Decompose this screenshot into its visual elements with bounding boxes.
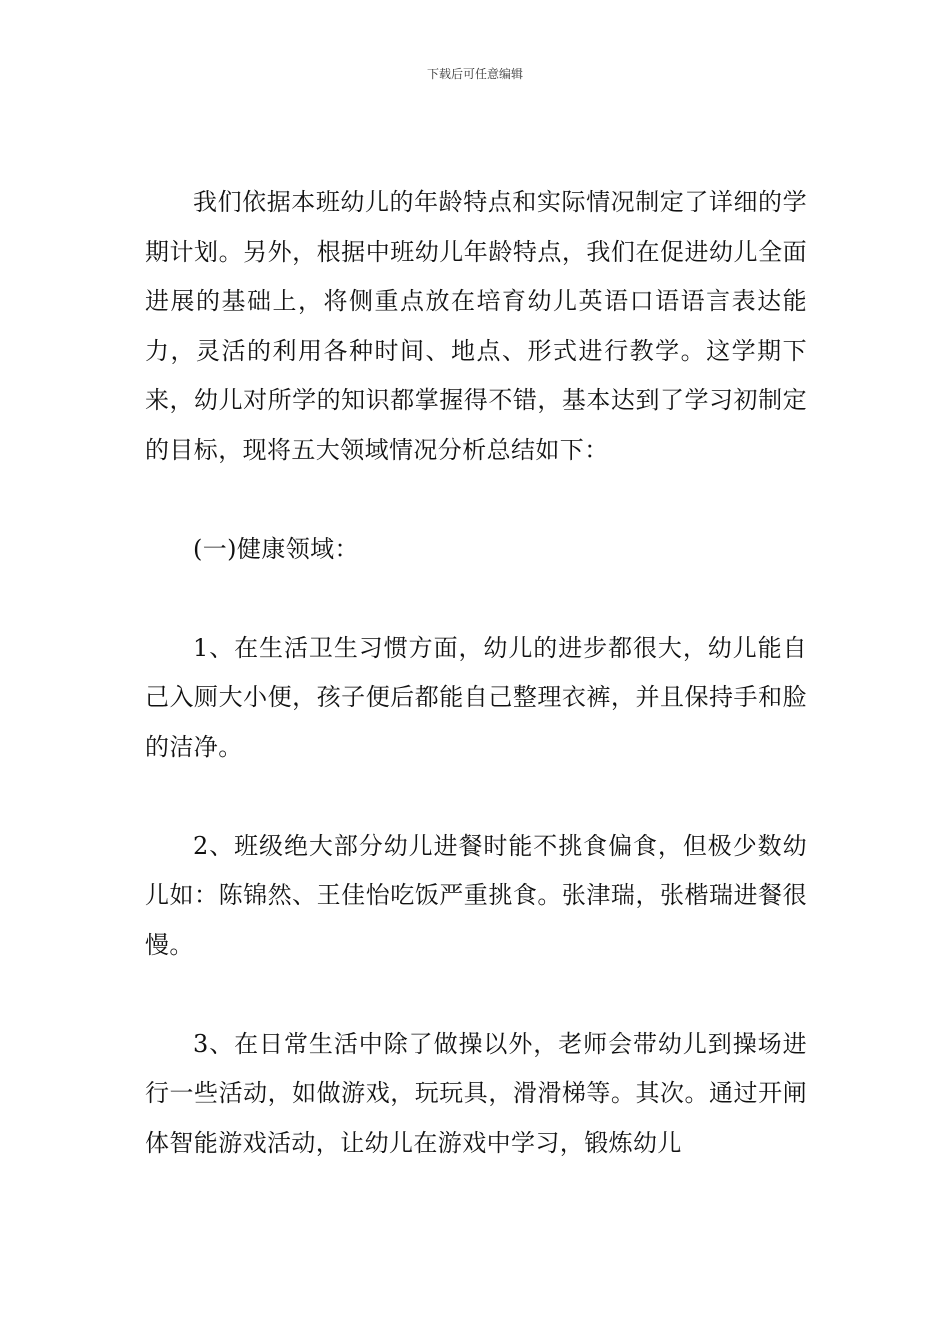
page-header: 下载后可任意编辑: [426, 67, 523, 81]
paragraph-item-2: 2、班级绝大部分幼儿进餐时能不挑食偏食，但极少数幼儿如：陈锦然、王佳怡吃饭严重挑食。张津瑞，张楷瑞进餐很慢。: [145, 831, 807, 959]
paragraph-gap: [145, 970, 807, 1020]
paragraph-gap: [145, 772, 807, 822]
paragraph-intro: 我们依据本班幼儿的年龄特点和实际情况制定了详细的学期计划。另外，根据中班幼儿年龄特点，我们在促进幼儿全面进展的基础上，将侧重点放在培育幼儿英语口语语言表达能力，灵活的利用各种时间、地点、形式进行教学。这学期下来，幼儿对所学的知识都掌握得不错，基本达到了学习初制定的目标，现将五大领域情况分析总结如下：: [145, 188, 807, 464]
paragraph-item-1: 1、在生活卫生习惯方面，幼儿的进步都很大，幼儿能自己入厕大小便，孩子便后都能自己整理衣裤，并且保持手和脸的洁净。: [145, 633, 807, 761]
paragraph-gap: [145, 475, 807, 525]
section-heading-health: (一)健康领域：: [193, 534, 359, 563]
paragraph-gap: [145, 574, 807, 624]
document-body: [145, 178, 807, 1168]
paragraph-item-3: 3、在日常生活中除了做操以外，老师会带幼儿到操场进行一些活动，如做游戏，玩玩具，滑滑梯等。其次。通过开闸体智能游戏活动，让幼儿在游戏中学习，锻炼幼儿: [145, 1029, 807, 1157]
